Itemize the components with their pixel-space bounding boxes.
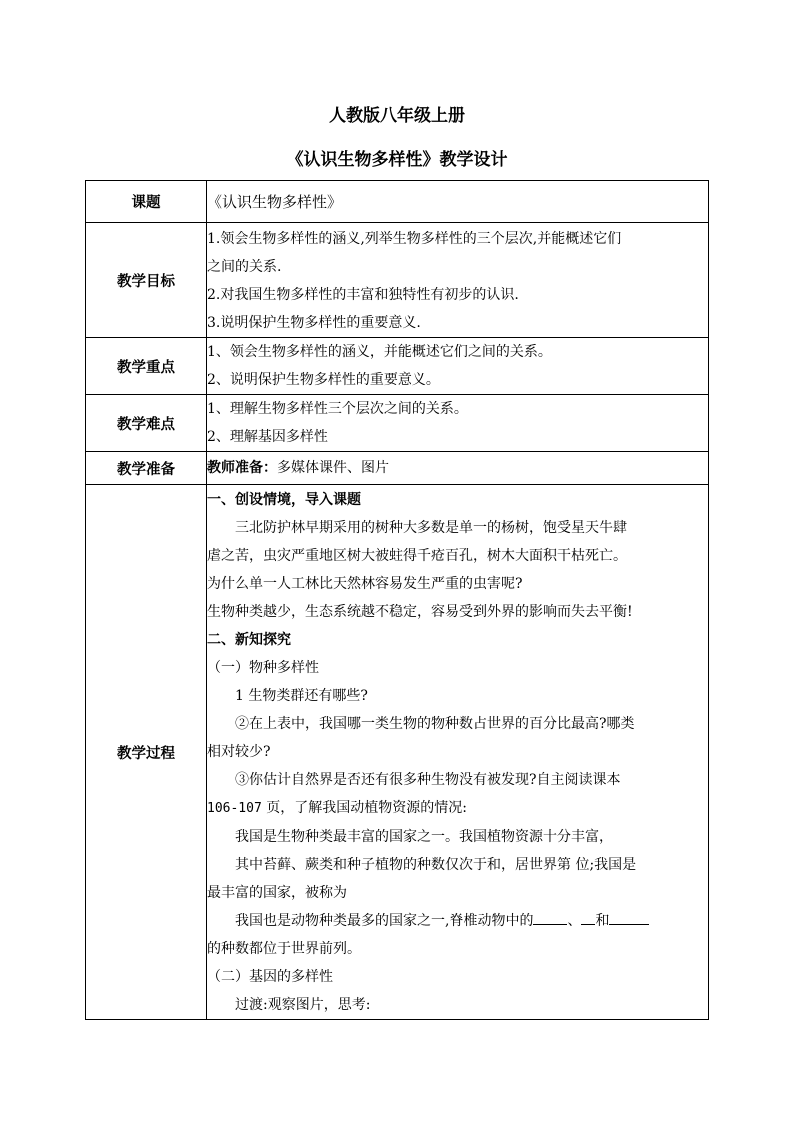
lesson-plan-table <box>85 180 709 1020</box>
row-difficulties <box>86 395 709 452</box>
question-text: 页，了解我国动植物资源的情况: <box>261 800 467 816</box>
paragraph-line: 其中苔藓、蕨类和种子植物的种数仅次于和，居世界第 位;我国是 <box>235 857 637 873</box>
question-line: ③你估计自然界是否还有很多种生物没有被发现?自主阅读课本 <box>235 772 621 788</box>
document-title: 人教版八年级上册 <box>329 106 465 126</box>
label-process: 教学过程 <box>86 485 207 1020</box>
section-heading: 二、新知探究 <box>207 632 291 648</box>
fill-blank-text: 我国也是动物种类最多的国家之一,脊椎动物中的 <box>235 913 534 929</box>
document-subtitle: 《认识生物多样性》教学设计 <box>286 150 508 170</box>
row-key-points <box>86 338 709 395</box>
key-point-line: 2、说明保护生物多样性的重要意义。 <box>207 372 440 388</box>
paragraph-line: 三北防护林早期采用的树种大多数是单一的杨树，饱受星天牛肆 <box>235 520 627 536</box>
fill-blank-line <box>207 907 708 935</box>
preparation-text: 多媒体课件、图片 <box>277 460 389 476</box>
topic-text: 《认识生物多样性》 <box>207 192 343 211</box>
paragraph-line: 最丰富的国家，被称为 <box>207 885 347 901</box>
paragraph-line: 为什么单一人工林比天然林容易发生严重的虫害呢? <box>207 576 523 592</box>
section-heading: 一、创设情境，导入课题 <box>207 492 361 508</box>
row-preparation <box>86 452 709 485</box>
preparation-line <box>207 454 708 482</box>
row-topic <box>86 181 709 223</box>
value-process <box>207 485 709 1020</box>
row-objectives <box>86 223 709 338</box>
question-line: ②在上表中，我国哪一类生物的物种数占世界的百分比最高?哪类 <box>235 716 635 732</box>
paragraph-line: 的种数都位于世界前列。 <box>207 941 361 957</box>
objective-line: 之间的关系. <box>207 259 282 275</box>
difficulty-line: 1、理解生物多样性三个层次之间的关系。 <box>207 401 468 417</box>
row-process <box>86 485 709 1020</box>
preparation-prefix: 教师准备： <box>207 460 277 476</box>
label-topic: 课题 <box>86 181 207 223</box>
label-preparation: 教学准备 <box>86 452 207 485</box>
key-point-line: 1、领会生物多样性的涵义，并能概述它们之间的关系。 <box>207 344 552 360</box>
blank-field <box>609 910 649 925</box>
value-preparation <box>207 452 709 485</box>
label-objectives: 教学目标 <box>86 223 207 338</box>
difficulty-line: 2、理解基因多样性 <box>207 429 328 445</box>
paragraph-line: 虐之苦，虫灾严重地区树大被蛀得千疮百孔，树木大面积干枯死亡。 <box>207 548 627 564</box>
paragraph-line: 过渡:观察图片，思考: <box>235 997 371 1013</box>
value-topic <box>207 181 709 223</box>
paragraph-line: 生物种类越少，生态系统越不稳定，容易受到外界的影响而失去平衡! <box>207 604 633 620</box>
objective-line: 3.说明保护生物多样性的重要意义. <box>207 315 421 331</box>
objective-line: 2.对我国生物多样性的丰富和独特性有初步的认识. <box>207 287 519 303</box>
question-line: 1 生物类群还有哪些? <box>235 688 368 704</box>
value-difficulties <box>207 395 709 452</box>
question-line <box>207 794 708 823</box>
objective-line: 1.领会生物多样性的涵义,列举生物多样性的三个层次,并能概述它们 <box>207 231 622 247</box>
blank-field <box>581 910 595 925</box>
blank-separator: 、 <box>567 913 582 929</box>
blank-field <box>533 910 567 925</box>
question-line: 相对较少? <box>207 744 271 760</box>
label-key-points: 教学重点 <box>86 338 207 395</box>
value-key-points <box>207 338 709 395</box>
paragraph-line: 我国是生物种类最丰富的国家之一。我国植物资源十分丰富， <box>235 829 613 845</box>
blank-separator: 和 <box>595 913 610 929</box>
subsection-heading: （二）基因的多样性 <box>207 969 333 985</box>
value-objectives <box>207 223 709 338</box>
subsection-heading: （一）物种多样性 <box>207 660 319 676</box>
page-range: 106-107 <box>207 801 262 816</box>
label-difficulties: 教学难点 <box>86 395 207 452</box>
